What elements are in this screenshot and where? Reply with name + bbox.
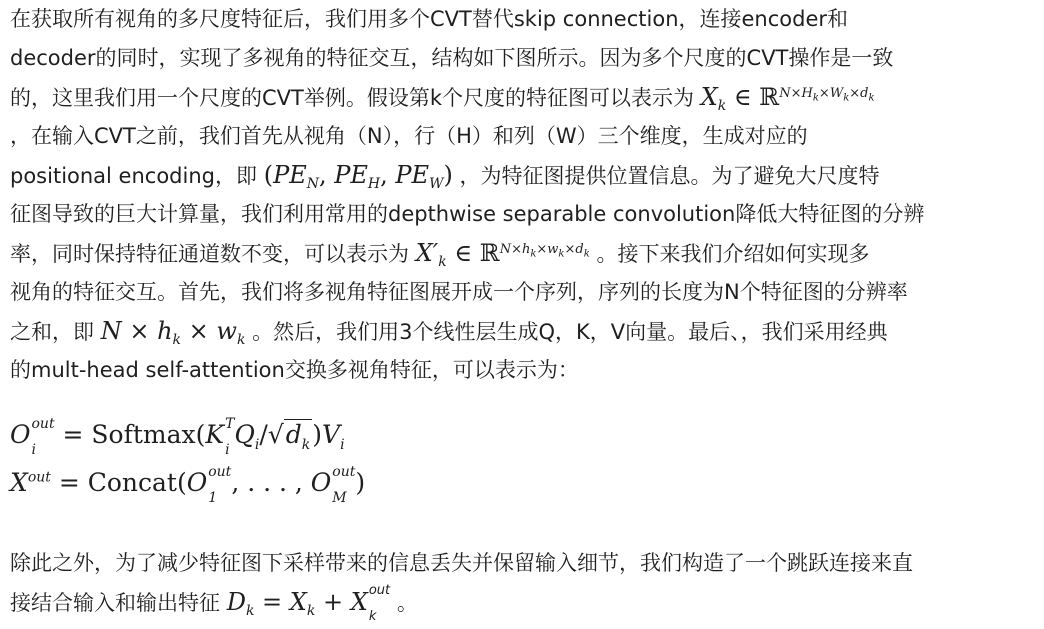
equation-2: $X^{out}$ = Concat(O out 1 , . . . , O out M ) bbox=[10, 463, 366, 506]
p1-line-3 bbox=[10, 78, 1038, 117]
math-positional-encodings: ($PE_N$, $PE_H$, $PE_W$) bbox=[263, 161, 453, 193]
p1-line-10: 的mult-head self-attention交换多视角特征，可以表示为： bbox=[10, 358, 579, 382]
p1-line-7 bbox=[10, 234, 1038, 273]
p1-line-3-text: 的，这里我们用一个尺度的CVT举例。假设第k个尺度的特征图可以表示为 bbox=[10, 86, 695, 110]
p1-line-5-text-a: positional encoding，即 bbox=[10, 164, 257, 188]
p2-line-2-text-a: 接结合输入和输出特征 bbox=[10, 591, 220, 615]
p1-line-8: 视角的特征交互。首先，我们将多视角特征图展开成一个序列，序列的长度为N个特征图的分辨率 bbox=[10, 280, 908, 304]
paragraph-2 bbox=[10, 544, 1038, 622]
math-sequence-length: $N \times h_k \times w_k$ bbox=[100, 317, 246, 349]
equation-1: O out i = Softmax(K T i $Q_i/√d_k)V_i$ bbox=[10, 415, 345, 458]
math-xk-in-r: $X_k$ ∈ ℝ$^{N\times H_k\times W_k\times d_k}$ bbox=[700, 83, 875, 115]
p1-line-1: 在获取所有视角的多尺度特征后，我们用多个CVT替代skip connection，连接encoder和 bbox=[10, 7, 849, 31]
p1-line-7-text-b: 。接下来我们介绍如何实现多 bbox=[596, 242, 870, 266]
p1-line-9-text-a: 之和，即 bbox=[10, 320, 94, 344]
math-xprime-k-in-r: $X'_k$ ∈ ℝ$^{N\times h_k\times w_k\times d_k}$ bbox=[415, 239, 590, 271]
p1-line-9-text-b: 。然后，我们用3个线性层生成Q，K，V向量。最后、，我们采用经典 bbox=[252, 320, 888, 344]
p1-line-2: decoder的同时，实现了多视角的特征交互，结构如下图所示。因为多个尺度的CVT操作是一致 bbox=[10, 46, 894, 70]
p2-line-1: 除此之外，为了减少特征图下采样带来的信息丢失并保留输入细节，我们构造了一个跳跃连接来直 bbox=[10, 551, 913, 575]
p1-line-9 bbox=[10, 312, 1038, 351]
p1-line-6: 征图导致的巨大计算量，我们利用常用的depthwise separable convolution降低大特征图的分辨 bbox=[10, 202, 925, 226]
paragraph-1 bbox=[10, 0, 1038, 390]
p2-line-2-text-b: 。 bbox=[396, 591, 418, 615]
p2-line-2 bbox=[10, 583, 1038, 622]
p1-line-5 bbox=[10, 156, 1038, 195]
p1-line-7-text-a: 率，同时保持特征通道数不变，可以表示为 bbox=[10, 242, 409, 266]
p1-line-5-text-b: ，为特征图提供位置信息。为了避免大尺度特 bbox=[459, 164, 880, 188]
math-skip-connection: $D_k = X_k + X$ out k bbox=[226, 583, 391, 624]
p1-line-4: ，在输入CVT之前，我们首先从视角（N），行（H）和列（W）三个维度，生成对应的 bbox=[10, 124, 808, 148]
